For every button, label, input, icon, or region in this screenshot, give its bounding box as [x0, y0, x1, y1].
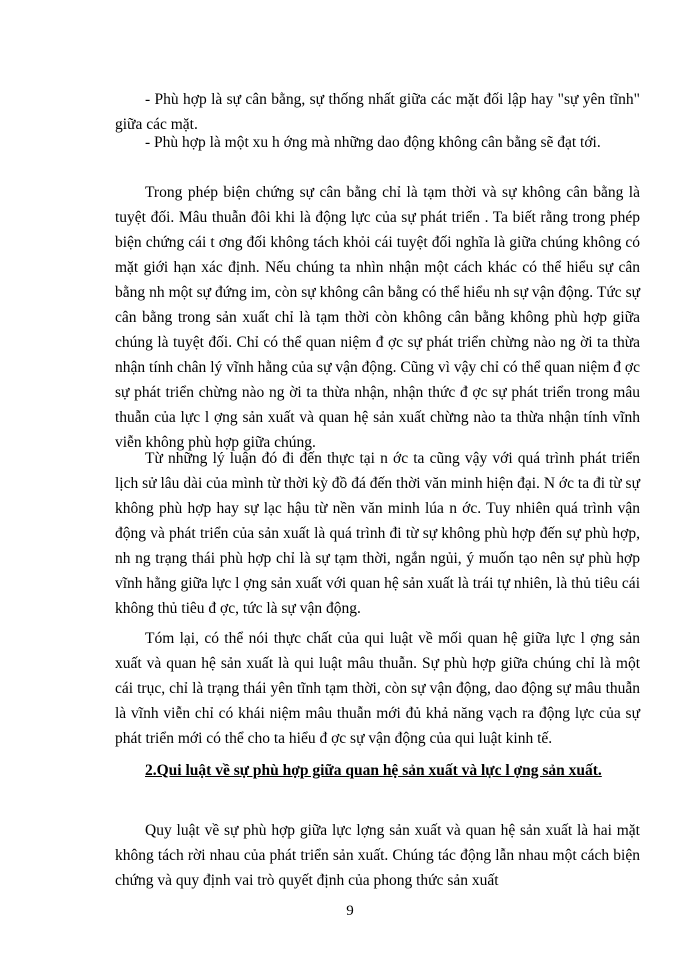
section-heading: 2.Qui luật về sự phù hợp giữa quan hệ sản xuất và lực l ợng sản xuất.: [145, 762, 602, 779]
paragraph-tendency-definition: [115, 130, 640, 155]
paragraph-text: - Phù hợp là một xu h ớng mà những dao động không cân bằng sẽ đạt tới.: [145, 134, 601, 151]
paragraph-law-intro: [115, 818, 640, 893]
paragraph-conclusion: [115, 626, 640, 751]
paragraph-text: Quy luật về sự phù hợp giữa lực lợng sản xuất và quan hệ sản xuất là hai mặt không tách rời nhau của phát triển sản xuất. Chúng tác động lẫn nhau một cách biện chứng và quy định vai trò quyết định của phong thức sản xuất: [115, 822, 640, 889]
page-number: 9: [346, 903, 354, 919]
paragraph-text: - Phù hợp là sự cân bằng, sự thống nhất giữa các mặt đối lập hay "sự yên tĩnh" giữa các mặt.: [115, 91, 640, 133]
paragraph-text: Trong phép biện chứng sự cân bằng chỉ là tạm thời và sự không cân bằng là tuyệt đối. Mâu thuẫn đôi khi là động lực của sự phát triển . Ta biết rằng trong phép biện chứng cái t ơng đối không tách khỏi cái tuyệt đối nghĩa là giữa chúng không có mặt giới hạn xác định. Nếu chúng ta nhìn nhận một cách khác có thể hiểu sự cân bằng nh một sự đứng im, còn sự không cân bằng có thể hiểu nh sự vận động. Tức sự cân bằng trong sản xuất chỉ là tạm thời còn không cân bằng không phù hợp giữa chúng là tuyệt đối. Chỉ có thể quan niệm đ ợc sự phát triển chừng nào ng ời ta thừa nhận tính chân lý vĩnh hằng của sự vận động. Cũng vì vậy chỉ có thể quan niệm đ ợc sự phát triển chừng nào ng ời ta thừa nhận, nhận thức đ ợc sự phát triển trong mâu thuẫn của lực l ợng sản xuất và quan hệ sản xuất chừng nào ta thừa nhận tính vĩnh viễn không phù hợp giữa chúng.: [115, 184, 640, 451]
paragraph-text: Từ những lý luận đó đi đến thực tại n ớc ta cũng vậy với quá trình phát triển lịch sử lâu dài của mình từ thời kỳ đồ đá đến thời văn minh hiện đại. N ớc ta đi từ sự không phù hợp hay sự lạc hậu từ nền văn minh lúa n ớc. Tuy nhiên quá trình vận động và phát triển của sản xuất là quá trình đi từ sự không phù hợp đến sự phù hợp, nh ng trạng thái phù hợp chỉ là sự tạm thời, ngắn ngủi, ý muốn tạo nên sự phù hợp vĩnh hằng giữa lực l ợng sản xuất với quan hệ sản xuất là trái tự nhiên, là thủ tiêu cái không thủ tiêu đ ợc, tức là sự vận động.: [115, 450, 640, 617]
paragraph-dialectics: [115, 180, 640, 455]
paragraph-text: Tóm lại, có thể nói thực chất của qui luật về mối quan hệ giữa lực l ợng sản xuất và quan hệ sản xuất là qui luật mâu thuẫn. Sự phù hợp giữa chúng chỉ là một cái trục, chỉ là trạng thái yên tĩnh tạm thời, còn sự vận động, dao động sự mâu thuẫn là vĩnh viễn chỉ có khái niệm mâu thuẫn mới đủ khả năng vạch ra động lực của sự phát triển mới có thể cho ta hiểu đ ợc sự vận động của qui luật kinh tế.: [115, 630, 640, 747]
paragraph-national-reality: [115, 446, 640, 621]
